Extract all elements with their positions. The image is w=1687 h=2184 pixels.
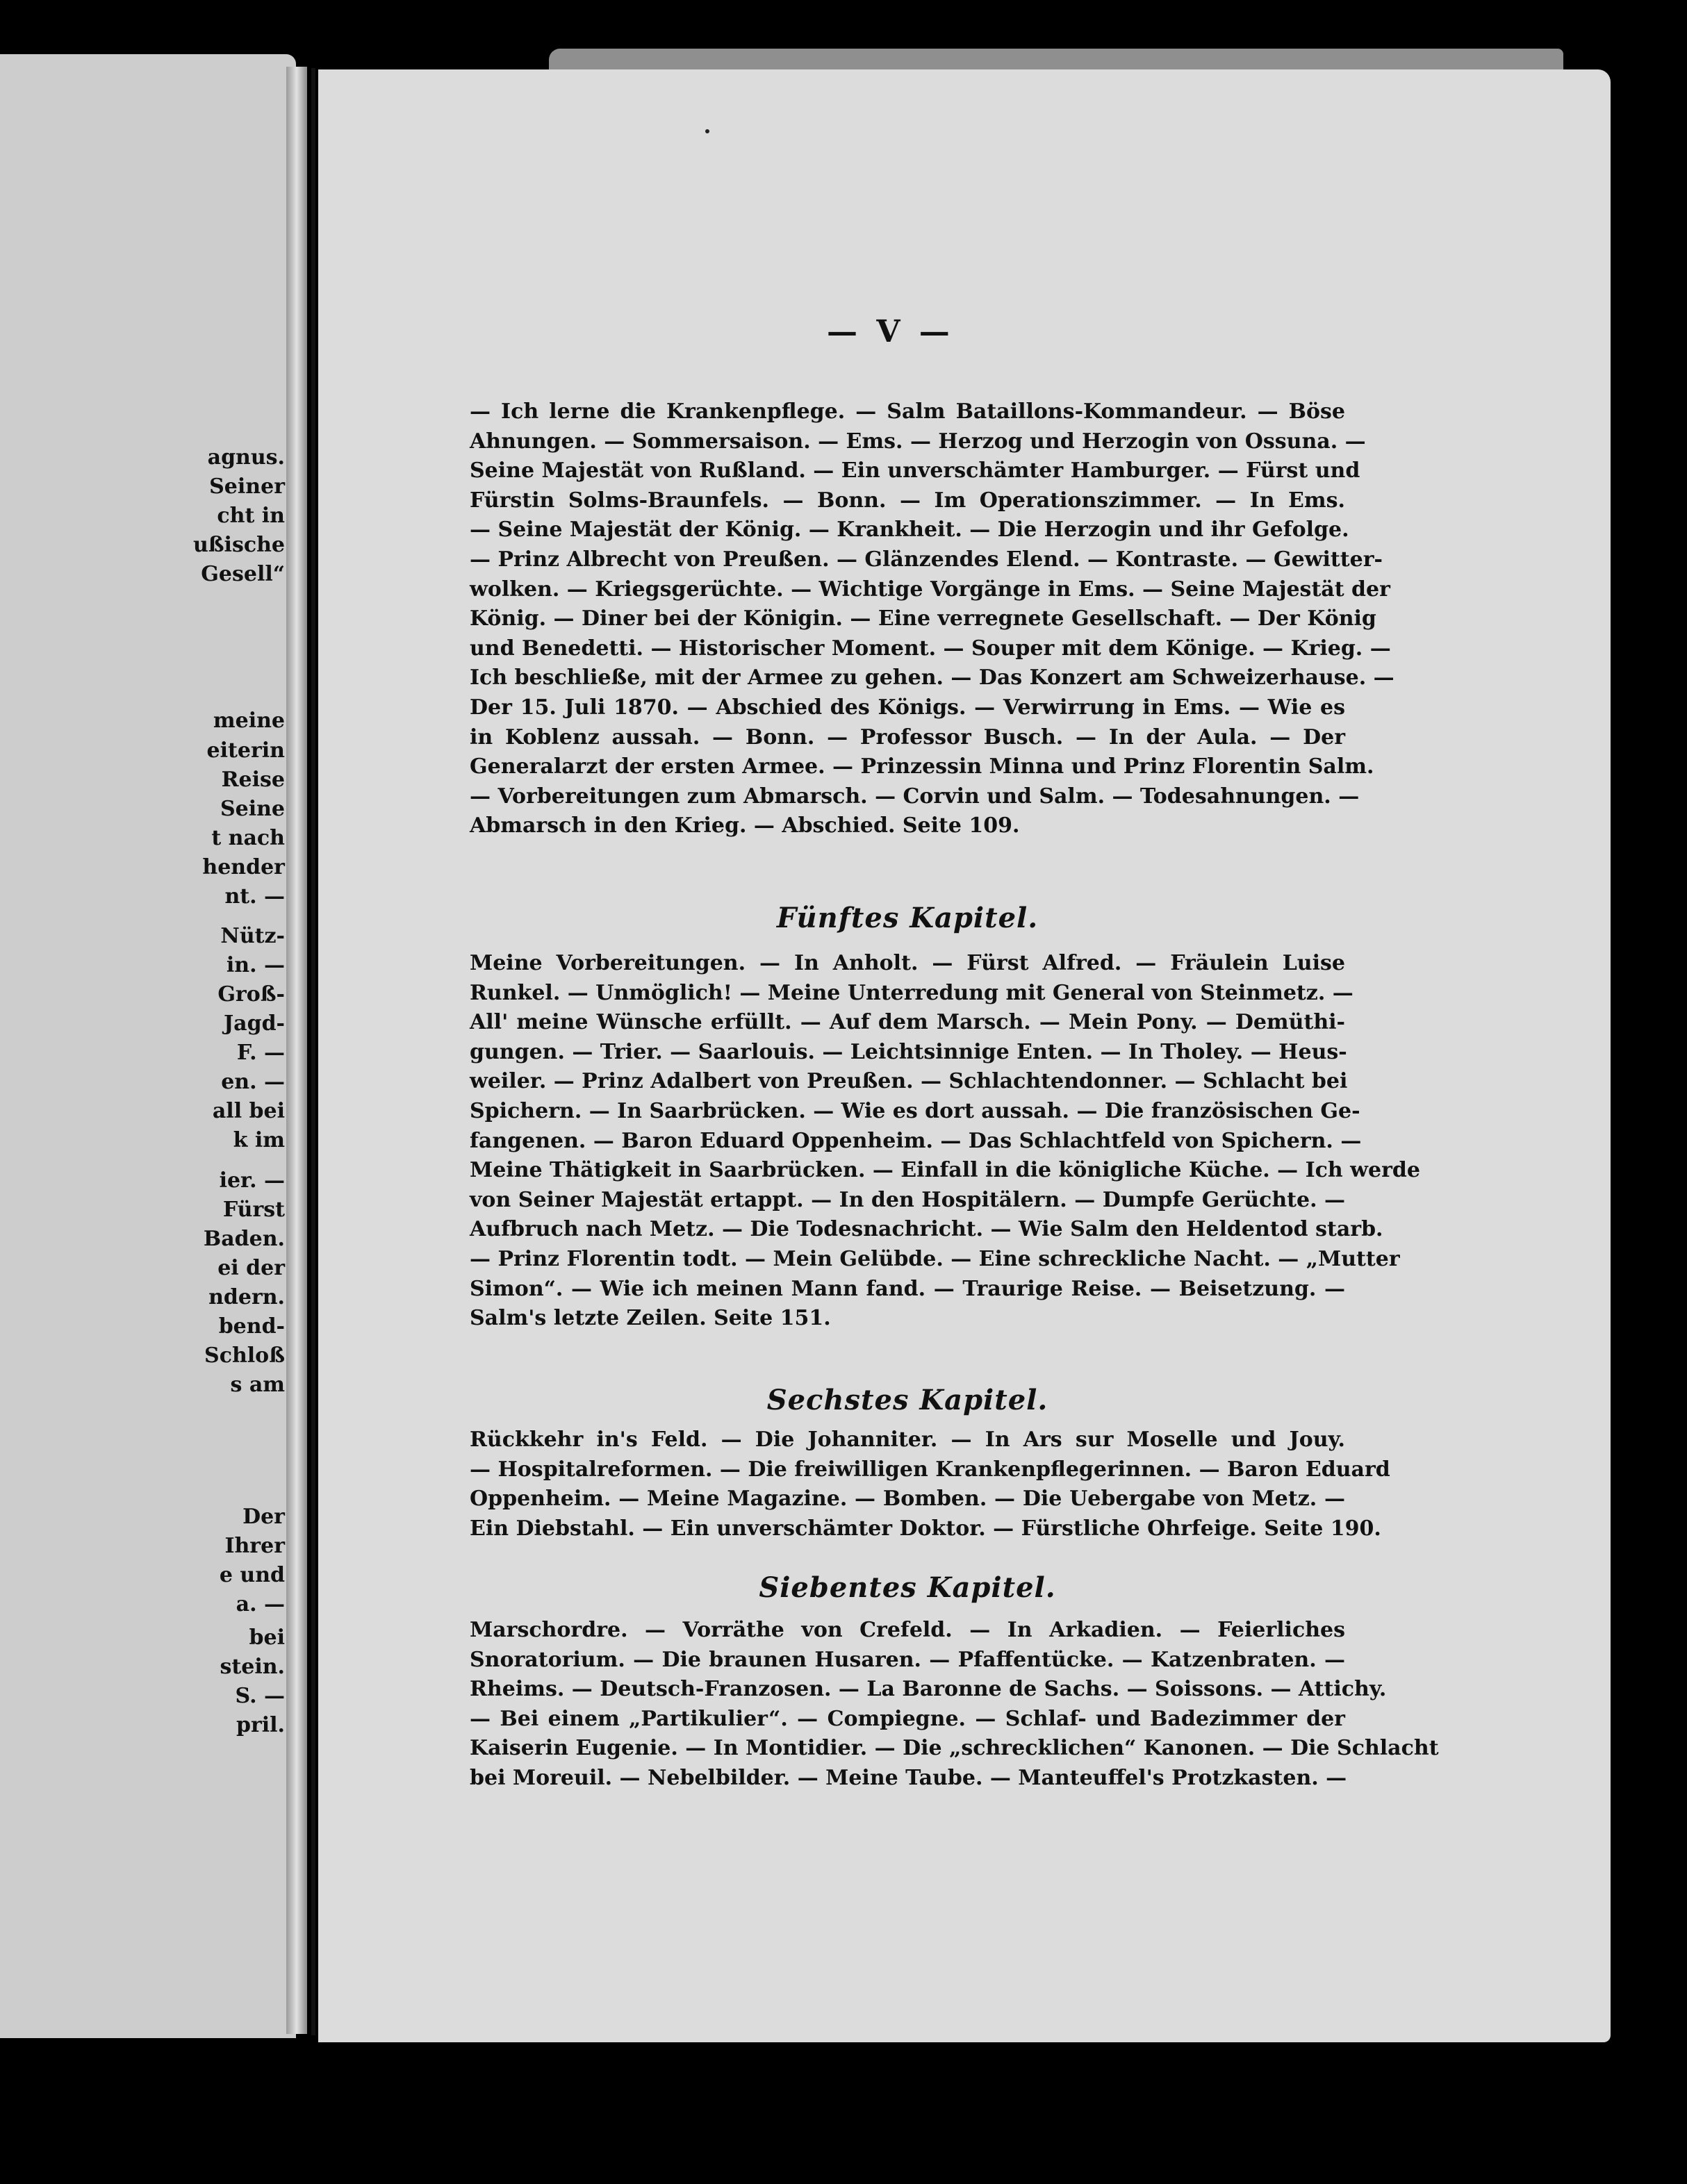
left-page-text-line: nt. —: [224, 884, 285, 909]
toc-text-line: Marschordre. — Vorräthe von Crefeld. — In Arkadien. — Feierliches: [470, 1618, 1345, 1642]
left-page-text-line: cht in: [217, 504, 285, 528]
left-page-text-line: Baden.: [203, 1227, 285, 1251]
toc-text-line: Salm's letzte Zeilen. Seite 151.: [470, 1306, 831, 1331]
left-page-text-line: pril.: [236, 1713, 285, 1737]
left-page-text-line: all bei: [212, 1099, 285, 1123]
top-page-edge: [549, 49, 1563, 69]
left-page-text-line: Der: [242, 1505, 285, 1529]
left-page-text-line: Reise: [221, 768, 285, 792]
toc-text-line: Ein Diebstahl. — Ein unverschämter Doktor. — Fürstliche Ohrfeige. Seite 190.: [470, 1516, 1381, 1541]
toc-text-line: weiler. — Prinz Adalbert von Preußen. — Schlachtendonner. — Schlacht bei: [470, 1069, 1348, 1094]
left-page-text-line: stein.: [220, 1655, 285, 1679]
toc-text-line: und Benedetti. — Historischer Moment. — Souper mit dem Könige. — Krieg. —: [470, 636, 1391, 661]
toc-text-line: Seine Majestät von Rußland. — Ein unverschämter Hamburger. — Fürst und: [470, 458, 1360, 483]
left-page-text-line: bei: [249, 1625, 285, 1650]
left-page-text-line: Fürst: [222, 1198, 285, 1222]
toc-text-line: fangenen. — Baron Eduard Oppenheim. — Das Schlachtfeld von Spichern. —: [470, 1128, 1362, 1153]
toc-text-line: in Koblenz aussah. — Bonn. — Professor Busch. — In der Aula. — Der: [470, 725, 1345, 750]
left-page-text-line: Gesell“: [201, 562, 285, 586]
toc-text-line: Oppenheim. — Meine Magazine. — Bomben. — Die Uebergabe von Metz. —: [470, 1487, 1345, 1512]
left-page-text-line: ndern.: [208, 1285, 285, 1309]
toc-text-line: Ahnungen. — Sommersaison. — Ems. — Herzog und Herzogin von Ossuna. —: [470, 429, 1366, 454]
chapter-heading: Fünftes Kapitel.: [776, 902, 1039, 934]
left-page-text-line: hender: [202, 855, 285, 879]
left-page-text-line: in. —: [226, 953, 285, 977]
toc-text-line: — Prinz Florentin todt. — Mein Gelübde. — Eine schreckliche Nacht. — „Mutter: [470, 1246, 1400, 1271]
print-speck: [705, 129, 709, 133]
toc-text-line: Runkel. — Unmöglich! — Meine Unterredung mit General von Steinmetz. —: [470, 980, 1353, 1005]
toc-text-line: Kaiserin Eugenie. — In Montidier. — Die „schrecklichen“ Kanonen. — Die Schlacht: [470, 1736, 1439, 1761]
toc-text-line: — Vorbereitungen zum Abmarsch. — Corvin und Salm. — Todesahnungen. —: [470, 784, 1360, 809]
left-page-text-line: bend-: [218, 1314, 285, 1339]
toc-text-line: — Ich lerne die Krankenpflege. — Salm Bataillons-Kommandeur. — Böse: [470, 399, 1345, 424]
toc-text-line: — Seine Majestät der König. — Krankheit. — Die Herzogin und ihr Gefolge.: [470, 518, 1349, 543]
toc-text-line: Generalarzt der ersten Armee. — Prinzessin Minna und Prinz Florentin Salm.: [470, 754, 1374, 779]
toc-text-line: Simon“. — Wie ich meinen Mann fand. — Traurige Reise. — Beisetzung. —: [470, 1276, 1345, 1301]
left-page-text-line: ei der: [217, 1256, 285, 1280]
toc-text-line: gungen. — Trier. — Saarlouis. — Leichtsinnige Enten. — In Tholey. — Heus-: [470, 1039, 1347, 1064]
toc-text-line: wolken. — Kriegsgerüchte. — Wichtige Vorgänge in Ems. — Seine Majestät der: [470, 577, 1390, 602]
toc-text-line: Rheims. — Deutsch-Franzosen. — La Baronne de Sachs. — Soissons. — Attichy.: [470, 1677, 1387, 1702]
left-page-text-line: meine: [213, 709, 285, 733]
left-page-text-line: k im: [233, 1128, 285, 1152]
chapter-heading: Sechstes Kapitel.: [766, 1384, 1048, 1416]
left-page-text-line: Nütz-: [220, 924, 285, 948]
toc-text-line: König. — Diner bei der Königin. — Eine verregnete Gesellschaft. — Der König: [470, 606, 1376, 631]
left-page-text-line: agnus.: [207, 445, 285, 470]
toc-text-line: von Seiner Majestät ertappt. — In den Hospitälern. — Dumpfe Gerüchte. —: [470, 1187, 1345, 1212]
left-page: [0, 54, 296, 2038]
left-page-text-line: Seine: [220, 797, 285, 821]
left-page-text-line: t nach: [211, 826, 285, 850]
spine-shadow: [311, 68, 315, 2035]
left-page-text-line: ier. —: [219, 1168, 285, 1193]
toc-text-line: Fürstin Solms-Braunfels. — Bonn. — Im Operationszimmer. — In Ems.: [470, 488, 1345, 513]
toc-block-chapter-7: [470, 1616, 1439, 1794]
left-page-text-line: Jagd-: [223, 1011, 285, 1036]
toc-text-line: Abmarsch in den Krieg. — Abschied. Seite 109.: [470, 813, 1020, 838]
left-page-text-line: en. —: [221, 1070, 285, 1094]
toc-text-line: Rückkehr in's Feld. — Die Johanniter. — In Ars sur Moselle und Jouy.: [470, 1428, 1345, 1452]
toc-block-chapter-4: [470, 397, 1394, 841]
toc-text-line: Der 15. Juli 1870. — Abschied des Königs. — Verwirrung in Ems. — Wie es: [470, 695, 1345, 720]
left-page-text-line: ußische: [192, 533, 285, 557]
toc-text-line: Aufbruch nach Metz. — Die Todesnachricht. — Wie Salm den Heldentod starb.: [470, 1217, 1383, 1242]
book-spine: [286, 67, 307, 2034]
toc-text-line: — Hospitalreformen. — Die freiwilligen Krankenpflegerinnen. — Baron Eduard: [470, 1457, 1390, 1482]
toc-text-line: Spichern. — In Saarbrücken. — Wie es dort aussah. — Die französischen Ge-: [470, 1098, 1360, 1123]
toc-text-line: — Bei einem „Partikulier“. — Compiegne. — Schlaf- und Badezimmer der: [470, 1706, 1345, 1731]
left-page-text-line: Ihrer: [224, 1534, 285, 1558]
left-page-text-line: s am: [230, 1373, 285, 1397]
left-page-text-line: F. —: [236, 1041, 285, 1065]
toc-block-chapter-5: [470, 949, 1420, 1334]
toc-text-line: bei Moreuil. — Nebelbilder. — Meine Taube. — Manteuffel's Protzkasten. —: [470, 1765, 1347, 1790]
page-number: — V —: [827, 314, 954, 349]
left-page-text-line: a. —: [236, 1592, 285, 1616]
left-page-text-line: Groß-: [217, 982, 285, 1007]
left-page-text-line: S. —: [235, 1684, 285, 1708]
left-page-text-line: e und: [219, 1563, 285, 1587]
toc-block-chapter-6: [470, 1425, 1390, 1544]
toc-text-line: Ich beschließe, mit der Armee zu gehen. — Das Konzert am Schweizerhause. —: [470, 665, 1394, 690]
chapter-heading: Siebentes Kapitel.: [759, 1571, 1056, 1604]
left-page-text-line: eiterin: [206, 738, 285, 763]
toc-text-line: Meine Vorbereitungen. — In Anholt. — Fürst Alfred. — Fräulein Luise: [470, 951, 1345, 975]
left-page-text-line: Schloß: [204, 1343, 285, 1368]
toc-text-line: Snoratorium. — Die braunen Husaren. — Pfaffentücke. — Katzenbraten. —: [470, 1647, 1345, 1672]
toc-text-line: All' meine Wünsche erfüllt. — Auf dem Marsch. — Mein Pony. — Demüthi-: [470, 1010, 1345, 1035]
toc-text-line: Meine Thätigkeit in Saarbrücken. — Einfall in die königliche Küche. — Ich werde: [470, 1158, 1420, 1183]
toc-text-line: — Prinz Albrecht von Preußen. — Glänzendes Elend. — Kontraste. — Gewitter-: [470, 547, 1383, 572]
left-page-text-line: Seiner: [209, 474, 285, 499]
